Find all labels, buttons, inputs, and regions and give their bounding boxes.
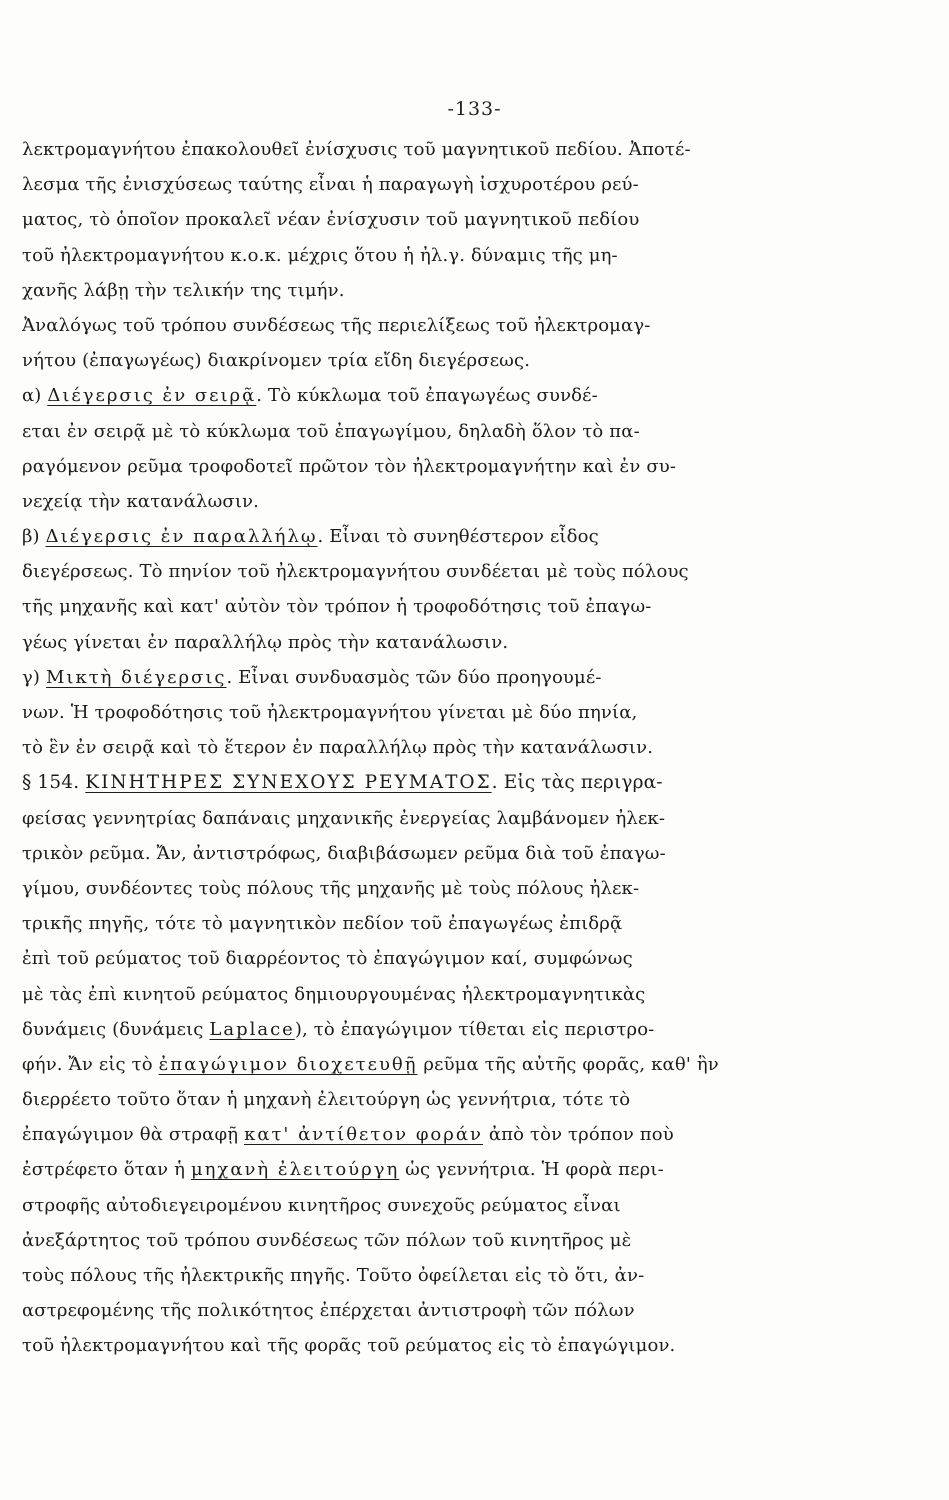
- line-text: ἐστρέφετο ὅταν ἡ: [22, 1159, 191, 1181]
- underlined-text: ἐπαγώγιμον διοχετευθῇ: [158, 1053, 418, 1075]
- underlined-text: ΚΙΝΗΤΗΡΕΣ ΣΥΝΕΧΟΥΣ ΡΕΥΜΑΤΟΣ: [85, 772, 492, 794]
- line-text: στροφῆς αὐτοδιεγειρομένου κινητῆρος συνεχοῦς ρεύματος εἶναι: [22, 1194, 621, 1216]
- underlined-text: Μικτὴ διέγερσις: [45, 666, 227, 688]
- text-line: [22, 871, 927, 906]
- text-line: [22, 167, 927, 202]
- text-line: [22, 378, 927, 413]
- text-line: [22, 1152, 927, 1187]
- line-text: δυνάμεις (δυνάμεις: [22, 1018, 210, 1040]
- line-text: ρεῦμα τῆς αὐτῆς φορᾶς, καθ' ἣν: [417, 1053, 719, 1075]
- line-text: τοῦ ἠλεκτρομαγνήτου καὶ τῆς φορᾶς τοῦ ρεύματος εἰς τὸ ἐπαγώγιμον.: [22, 1335, 676, 1357]
- text-line: [22, 308, 927, 343]
- underlined-text: Διέγερσις ἐν παραλλήλῳ: [45, 526, 318, 548]
- line-text: τοὺς πόλους τῆς ἠλεκτρικῆς πηγῆς. Τοῦτο ὀφείλεται εἰς τὸ ὅτι, ἀν-: [22, 1265, 645, 1286]
- line-text: διεγέρσεως. Τὸ πηνίον τοῦ ἠλεκτρομαγνήτου συνδέεται μὲ τοὺς πόλους: [22, 561, 689, 583]
- text-line: [22, 1047, 927, 1082]
- line-text: α): [22, 385, 48, 407]
- line-text: εται ἐν σειρᾷ μὲ τὸ κύκλωμα τοῦ ἐπαγωγίμου, δηλαδὴ ὅλον τὸ πα-: [22, 420, 640, 442]
- text-line: [22, 1293, 927, 1328]
- text-line: [22, 1188, 927, 1223]
- text-line: [22, 801, 927, 836]
- text-line: [22, 132, 927, 167]
- line-text: φήν. Ἄν εἰς τὸ: [22, 1053, 159, 1075]
- line-text: τῆς μηχανῆς καὶ κατ' αὐτὸν τὸν τρόπον ἡ τροφοδότησις τοῦ ἐπαγω-: [22, 596, 652, 618]
- line-text: ἀνεξάρτητος τοῦ τρόπου συνδέσεως τῶν πόλων τοῦ κινητῆρος μὲ: [22, 1229, 632, 1251]
- text-line: [22, 695, 927, 730]
- line-text: ραγόμενον ρεῦμα τροφοδοτεῖ πρῶτον τὸν ἠλεκτρομαγνήτην καὶ ἐν συ-: [22, 455, 677, 477]
- line-text: χανῆς λάβῃ τὴν τελικήν της τιμήν.: [22, 279, 345, 301]
- underlined-text: Laplace: [209, 1018, 295, 1040]
- underlined-text: μηχανὴ ἐλειτούργη: [190, 1159, 400, 1181]
- line-text: Ἀναλόγως τοῦ τρόπου συνδέσεως τῆς περιελίξεως τοῦ ἠλεκτρομαγ-: [22, 314, 651, 336]
- line-text: νεχείᾳ τὴν κατανάλωσιν.: [22, 490, 260, 512]
- line-text: νων. Ἡ τροφοδότησις τοῦ ἠλεκτρομαγνήτου γίνεται μὲ δύο πηνία,: [22, 702, 638, 723]
- line-text: ἐπαγώγιμον θὰ στραφῇ: [22, 1124, 245, 1146]
- line-text: λεκτρομαγνήτου ἐπακολουθεῖ ἐνίσχυσις τοῦ μαγνητικοῦ πεδίου. Ἀποτέ-: [22, 139, 691, 160]
- text-line: [22, 1117, 927, 1152]
- text-line: [22, 589, 927, 624]
- line-text: ἀπὸ τὸν τρόπον ποὺ: [482, 1124, 674, 1146]
- line-text: γ): [22, 666, 46, 688]
- line-text: τρικῆς πηγῆς, τότε τὸ μαγνητικὸν πεδίον τοῦ ἐπαγωγέως ἐπιδρᾷ: [22, 913, 623, 935]
- line-text: . Τὸ κύκλωμα τοῦ ἐπαγωγέως συνδέ-: [256, 385, 598, 407]
- text-line: [22, 1328, 927, 1363]
- text-line: [22, 765, 927, 800]
- line-text: αστρεφομένης τῆς πολικότητος ἐπέρχεται ἀντιστροφὴ τῶν πόλων: [22, 1300, 635, 1322]
- text-body: [22, 132, 927, 1364]
- line-text: νήτου (ἐπαγωγέως) διακρίνομεν τρία εἴδη διεγέρσεως.: [22, 350, 531, 372]
- text-line: [22, 941, 927, 976]
- line-text: . Εἶναι τὸ συνηθέστερον εἶδος: [317, 526, 599, 548]
- text-line: [22, 906, 927, 941]
- line-text: β): [22, 526, 46, 548]
- line-text: ὡς γεννήτρια. Ἡ φορὰ περι-: [399, 1159, 664, 1181]
- text-line: [22, 1223, 927, 1258]
- line-text: τὸ ἓν ἐν σειρᾷ καὶ τὸ ἕτερον ἐν παραλλήλῳ πρὸς τὴν κατανάλωσιν.: [22, 737, 654, 759]
- text-line: [22, 414, 927, 449]
- text-line: [22, 519, 927, 554]
- line-text: τοῦ ἠλεκτρομαγνήτου κ.ο.κ. μέχρις ὅτου ἡ ἠλ.γ. δύναμις τῆς μη-: [22, 244, 618, 266]
- text-line: [22, 1258, 927, 1293]
- text-line: [22, 836, 927, 871]
- text-line: [22, 625, 927, 660]
- line-text: . Εἰς τὰς περιγρα-: [491, 772, 663, 794]
- text-line: [22, 343, 927, 378]
- line-text: § 154.: [22, 772, 86, 794]
- underlined-text: Διέγερσις ἐν σειρᾷ: [47, 385, 257, 407]
- text-line: [22, 977, 927, 1012]
- page-number: -133-: [447, 98, 502, 120]
- text-line: [22, 554, 927, 589]
- line-text: λεσμα τῆς ἐνισχύσεως ταύτης εἶναι ἡ παραγωγὴ ἰσχυροτέρου ρεύ-: [22, 174, 639, 196]
- text-line: [22, 1012, 927, 1047]
- text-line: [22, 730, 927, 765]
- line-text: ματος, τὸ ὁποῖον προκαλεῖ νέαν ἐνίσχυσιν τοῦ μαγνητικοῦ πεδίου: [22, 209, 640, 231]
- line-text: μὲ τὰς ἐπὶ κινητοῦ ρεύματος δημιουργουμένας ἠλεκτρομαγνητικὰς: [22, 983, 646, 1005]
- text-line: [22, 1082, 927, 1117]
- line-text: γίμου, συνδέοντες τοὺς πόλους τῆς μηχανῆς μὲ τοὺς πόλους ἠλεκ-: [22, 877, 640, 899]
- text-line: [22, 449, 927, 484]
- line-text: τρικὸν ρεῦμα. Ἄν, ἀντιστρόφως, διαβιβάσωμεν ρεῦμα διὰ τοῦ ἐπαγω-: [22, 842, 666, 864]
- text-line: [22, 273, 927, 308]
- text-line: [22, 484, 927, 519]
- line-text: διερρέετο τοῦτο ὅταν ἡ μηχανὴ ἐλειτούργη ὡς γεννήτρια, τότε τὸ: [22, 1089, 631, 1111]
- line-text: φείσας γεννητρίας δαπάναις μηχανικῆς ἐνεργείας λαμβάνομεν ἠλεκ-: [22, 807, 666, 829]
- text-line: [22, 660, 927, 695]
- underlined-text: κατ' ἀντίθετον φοράν: [244, 1124, 483, 1146]
- text-line: [22, 202, 927, 237]
- line-text: ἐπὶ τοῦ ρεύματος τοῦ διαρρέοντος τὸ ἐπαγώγιμον καί, συμφώνως: [22, 948, 633, 970]
- text-line: [22, 238, 927, 273]
- line-text: . Εἶναι συνδυασμὸς τῶν δύο προηγουμέ-: [226, 666, 602, 688]
- line-text: γέως γίνεται ἐν παραλλήλῳ πρὸς τὴν κατανάλωσιν.: [22, 631, 509, 653]
- line-text: ), τὸ ἐπαγώγιμον τίθεται εἰς περιστρο-: [294, 1018, 655, 1040]
